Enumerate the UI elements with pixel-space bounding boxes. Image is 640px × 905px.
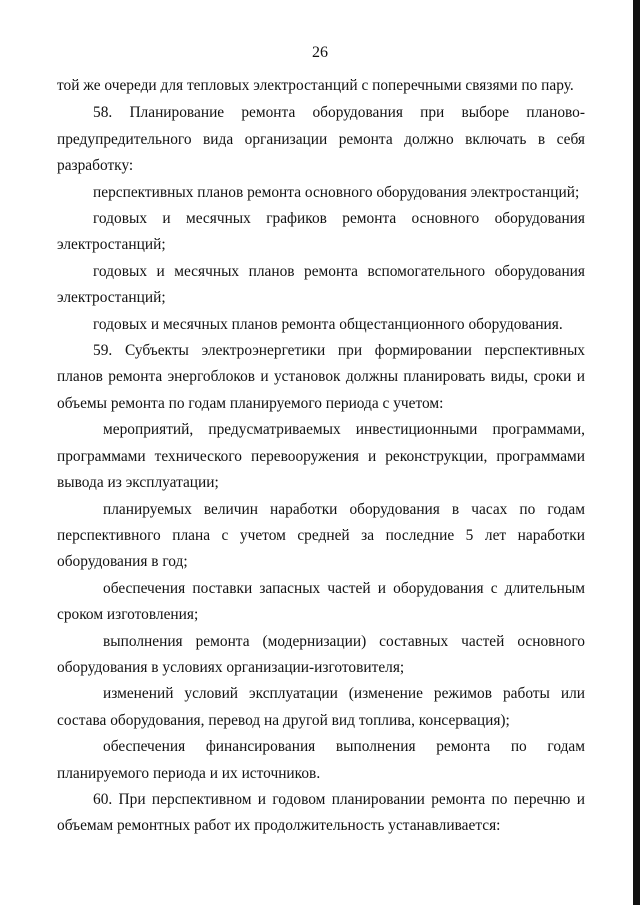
list-item: обеспечения поставки запасных частей и оборудования с длительным сроком изготовления; [57, 579, 585, 624]
list-item: годовых и месячных графиков ремонта основного оборудования электростанций; [57, 210, 585, 254]
body-text [57, 73, 585, 840]
scan-edge [633, 0, 640, 905]
paragraph-59: 59. Субъекты электроэнергетики при формировании перспективных планов ремонта энергоблоков и установок должны планировать виды, сроки и объемы ремонта по годам планируемого периода с учетом: [57, 342, 585, 412]
list-item: выполнения ремонта (модернизации) составных частей основного оборудования в условиях организации-изготовителя; [57, 632, 585, 676]
list-item: годовых и месячных планов ремонта общестанционного оборудования. [93, 315, 563, 333]
paragraph-60: 60. При перспективном и годовом планировании ремонта по перечню и объемам ремонтных работ их продолжительность устанавливается: [57, 790, 585, 835]
list-item: мероприятий, предусматриваемых инвестиционными программами, программами технического перевооружения и реконструкции, программами вывода из эксплуатации; [57, 421, 585, 492]
page-number: 26 [312, 44, 328, 61]
list-item: планируемых величин наработки оборудования в часах по годам перспективного плана с учетом средней за последние 5 лет наработки оборудования в год; [57, 500, 585, 571]
paragraph-58: 58. Планирование ремонта оборудования при выборе планово-предупредительного вида организации ремонта должно включать в себя разработку: [57, 104, 585, 175]
list-item: перспективных планов ремонта основного оборудования электростанций; [93, 183, 580, 201]
list-item: изменений условий эксплуатации (изменение режимов работы или состава оборудования, перевод на другой вид топлива, консервация); [57, 685, 585, 729]
list-item: обеспечения финансирования выполнения ремонта по годам планируемого периода и их источников. [57, 738, 585, 782]
list-item: годовых и месячных планов ремонта вспомогательного оборудования электростанций; [57, 262, 585, 307]
paragraph-continuation: той же очереди для тепловых электростанций с поперечными связями по пару. [57, 77, 574, 94]
